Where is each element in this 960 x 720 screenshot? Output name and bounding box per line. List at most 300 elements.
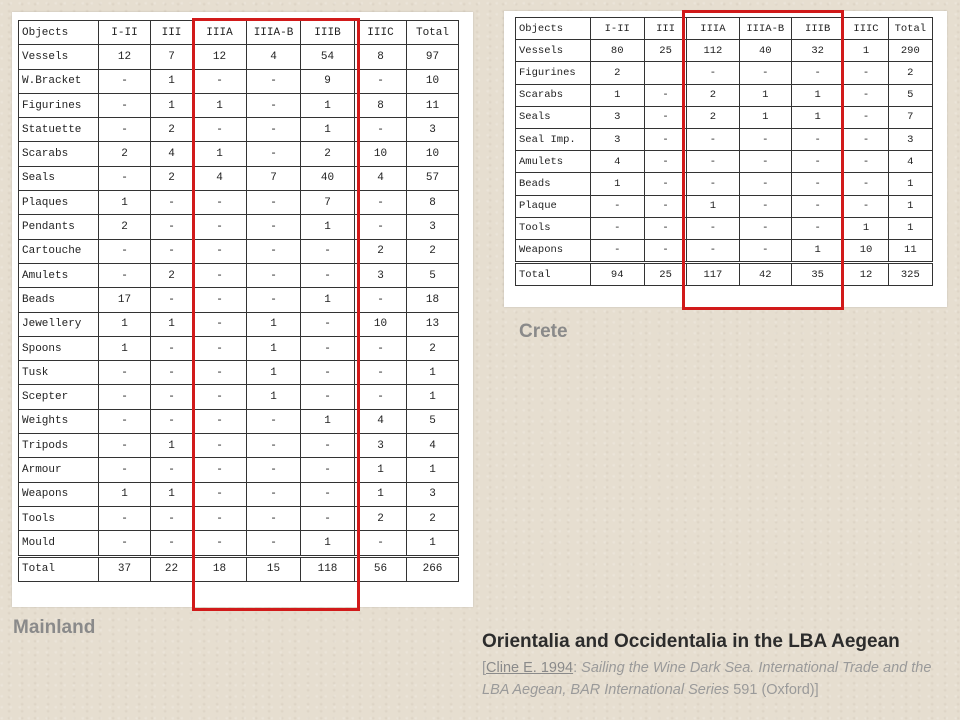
table-cell: - [844,173,888,195]
table-cell: - [99,69,151,93]
row-label: W.Bracket [19,69,99,93]
row-label: Tools [516,217,591,239]
table-cell: 12 [193,45,247,69]
table-cell: - [99,409,151,433]
table-cell: 1 [844,40,888,62]
table-cell: - [791,62,843,84]
row-label: Seal Imp. [516,128,591,150]
table-row [19,93,459,117]
table-cell: - [355,361,407,385]
table-row [516,173,933,195]
slide-title: Orientalia and Occidentalia in the LBA Aegean [482,631,900,652]
table-cell: 1 [407,385,459,409]
column-header: I-II [99,21,151,45]
table-cell: 2 [888,62,932,84]
table-cell: - [301,506,355,530]
table-cell: 40 [739,40,791,62]
table-cell: 1 [193,93,247,117]
table-cell: 1 [407,361,459,385]
table-cell: 1 [247,361,301,385]
table-cell: - [99,506,151,530]
table-cell: 2 [687,84,739,106]
table-cell: - [355,191,407,215]
table-cell: 1 [151,482,193,506]
table-cell: 10 [407,142,459,166]
table-cell: 1 [247,385,301,409]
row-label: Weights [19,409,99,433]
table-cell: - [844,106,888,128]
table-cell: - [355,215,407,239]
row-label: Plaque [516,195,591,217]
table-cell: - [247,93,301,117]
table-cell: - [193,312,247,336]
table-cell: 1 [247,312,301,336]
table-cell: 1 [193,142,247,166]
table-cell: - [644,106,686,128]
table-row [19,531,459,556]
table-cell: - [193,385,247,409]
table-cell: - [301,482,355,506]
table-cell: - [99,385,151,409]
table-cell: - [687,217,739,239]
row-label: Scarabs [516,84,591,106]
table-cell: 1 [99,336,151,360]
mainland-table-body [19,45,459,582]
row-label: Tools [19,506,99,530]
table-cell: 3 [888,128,932,150]
table-cell: - [247,458,301,482]
row-label: Armour [19,458,99,482]
row-label: Mould [19,531,99,556]
row-label: Jewellery [19,312,99,336]
table-cell: - [193,361,247,385]
table-cell: - [791,195,843,217]
table-cell: - [151,239,193,263]
table-cell: 1 [151,69,193,93]
table-cell: 7 [301,191,355,215]
table-row [516,40,933,62]
table-cell: - [301,434,355,458]
table-cell: 1 [888,195,932,217]
table-cell: - [844,195,888,217]
table-cell: - [151,506,193,530]
table-cell: 1 [151,312,193,336]
table-cell: - [99,239,151,263]
row-label: Beads [516,173,591,195]
table-cell: - [193,482,247,506]
table-cell: 3 [407,482,459,506]
table-cell: - [355,118,407,142]
table-cell: 1 [99,191,151,215]
table-cell: 2 [590,62,644,84]
table-cell: 3 [355,263,407,287]
table-cell: 1 [687,195,739,217]
table-cell [644,62,686,84]
table-cell: 5 [407,263,459,287]
table-cell: 32 [791,40,843,62]
crete-caption: Crete [519,321,568,342]
table-row [19,142,459,166]
table-cell: 4 [407,434,459,458]
table-cell: 1 [301,288,355,312]
table-cell: - [247,142,301,166]
table-cell: - [844,151,888,173]
table-cell: 80 [590,40,644,62]
table-cell: 118 [301,556,355,581]
table-cell: 117 [687,263,739,286]
total-row [19,556,459,581]
table-cell: - [151,288,193,312]
table-cell: - [151,531,193,556]
table-cell: - [247,409,301,433]
table-cell: - [247,118,301,142]
table-cell: - [193,288,247,312]
table-cell: - [739,173,791,195]
table-cell: 1 [791,84,843,106]
table-cell: 2 [407,336,459,360]
table-cell: - [791,151,843,173]
column-header: I-II [590,18,644,40]
row-label: Vessels [516,40,591,62]
row-label: Seals [516,106,591,128]
table-cell: - [193,191,247,215]
table-cell: 1 [247,336,301,360]
table-row [19,45,459,69]
row-label: Scarabs [19,142,99,166]
mainland-table [18,20,459,582]
table-cell: - [739,151,791,173]
table-row [516,151,933,173]
table-cell: 12 [844,263,888,286]
table-cell: - [99,263,151,287]
table-cell: - [193,458,247,482]
crete-table-panel [504,11,947,307]
table-cell: 1 [407,531,459,556]
table-cell: 11 [888,239,932,262]
table-cell: - [151,409,193,433]
table-cell: 1 [739,84,791,106]
table-cell: - [99,361,151,385]
table-cell: - [151,215,193,239]
table-cell: 1 [301,215,355,239]
table-cell: - [193,531,247,556]
table-cell: 1 [301,531,355,556]
table-row [19,506,459,530]
table-cell: 2 [99,215,151,239]
table-cell: - [99,458,151,482]
table-cell: 12 [99,45,151,69]
table-cell: 17 [99,288,151,312]
table-cell: 4 [151,142,193,166]
table-cell: 1 [355,482,407,506]
mainland-table-panel [12,12,473,607]
table-cell: 1 [791,239,843,262]
table-cell: 1 [151,93,193,117]
table-cell: 266 [407,556,459,581]
table-cell: - [193,239,247,263]
table-cell: 18 [193,556,247,581]
table-cell: 1 [888,217,932,239]
table-cell: - [193,215,247,239]
table-cell: - [247,215,301,239]
table-cell: - [151,191,193,215]
table-cell: - [247,69,301,93]
table-cell: - [193,118,247,142]
table-cell: - [99,531,151,556]
table-row [19,434,459,458]
table-cell: 2 [151,166,193,190]
table-cell: 2 [99,142,151,166]
table-cell: - [99,166,151,190]
table-cell: 8 [355,93,407,117]
table-row [19,482,459,506]
table-row [19,191,459,215]
row-label: Figurines [516,62,591,84]
table-cell: - [99,93,151,117]
table-row [516,217,933,239]
table-cell: 10 [355,142,407,166]
table-row [516,128,933,150]
table-cell: 2 [687,106,739,128]
table-cell: 4 [888,151,932,173]
table-cell: 1 [99,482,151,506]
table-row [19,385,459,409]
table-cell: 1 [407,458,459,482]
table-cell: - [355,69,407,93]
table-cell: - [193,409,247,433]
table-cell: - [739,128,791,150]
table-cell: 2 [355,506,407,530]
table-cell: - [151,458,193,482]
table-cell: - [739,62,791,84]
table-cell: - [644,84,686,106]
table-cell: 10 [355,312,407,336]
table-cell: 1 [888,173,932,195]
table-cell: 4 [193,166,247,190]
table-cell: 5 [888,84,932,106]
table-cell: - [247,506,301,530]
table-cell: - [687,239,739,262]
table-cell: - [791,173,843,195]
row-label: Cartouche [19,239,99,263]
table-cell: - [301,239,355,263]
table-cell: 7 [247,166,301,190]
table-cell: 11 [407,93,459,117]
table-cell: 57 [407,166,459,190]
table-cell: 25 [644,263,686,286]
citation-series: 591 (Oxford)] [733,682,819,698]
column-header: IIIA [687,18,739,40]
table-cell: 1 [301,118,355,142]
table-cell: 4 [355,166,407,190]
row-label: Tripods [19,434,99,458]
table-cell: 5 [407,409,459,433]
mainland-header-row [19,21,459,45]
crete-header-row [516,18,933,40]
row-label: Seals [19,166,99,190]
table-row [19,118,459,142]
table-cell: - [247,239,301,263]
row-label: Total [19,556,99,581]
table-cell: 2 [407,506,459,530]
column-header: Objects [19,21,99,45]
table-cell: 1 [791,106,843,128]
table-cell: - [193,336,247,360]
crete-table-body [516,40,933,286]
table-cell: 37 [99,556,151,581]
column-header: III [644,18,686,40]
table-cell: - [247,191,301,215]
table-cell: 3 [407,118,459,142]
table-cell: 2 [151,263,193,287]
table-cell: 1 [301,93,355,117]
citation-book-title: Sailing the Wine Dark Sea. International Trade and the LBA Aegean, BAR International Series [482,660,932,698]
column-header: IIIA-B [739,18,791,40]
table-row [19,288,459,312]
table-cell: 10 [407,69,459,93]
table-cell: 97 [407,45,459,69]
table-cell: - [301,458,355,482]
table-cell: - [99,118,151,142]
table-row [19,312,459,336]
column-header: IIIB [791,18,843,40]
table-cell: 13 [407,312,459,336]
table-cell: 325 [888,263,932,286]
table-row [19,361,459,385]
row-label: Amulets [516,151,591,173]
table-cell: 2 [355,239,407,263]
citation-open-bracket: [ [482,660,487,676]
table-row [516,239,933,262]
table-cell: 290 [888,40,932,62]
table-cell: 2 [407,239,459,263]
table-cell: - [355,531,407,556]
table-cell: - [151,385,193,409]
table-cell: 2 [301,142,355,166]
table-cell: 1 [301,409,355,433]
table-cell: 7 [888,106,932,128]
row-label: Statuette [19,118,99,142]
table-cell: 35 [791,263,843,286]
table-cell: - [590,217,644,239]
column-header: Total [888,18,932,40]
table-cell: 3 [590,128,644,150]
table-cell: - [687,128,739,150]
table-cell: - [151,361,193,385]
table-cell: 54 [301,45,355,69]
table-cell: - [739,239,791,262]
table-cell: 4 [247,45,301,69]
table-cell: 42 [739,263,791,286]
table-cell: - [247,263,301,287]
table-row [19,263,459,287]
table-cell: 22 [151,556,193,581]
table-cell: - [791,217,843,239]
table-cell: 3 [407,215,459,239]
total-row [516,263,933,286]
table-row [19,336,459,360]
table-cell: 25 [644,40,686,62]
table-cell: 56 [355,556,407,581]
table-cell: - [301,263,355,287]
table-row [516,62,933,84]
table-row [516,84,933,106]
table-cell: - [687,62,739,84]
table-cell: 3 [355,434,407,458]
table-cell: 18 [407,288,459,312]
table-cell: - [739,217,791,239]
row-label: Pendants [19,215,99,239]
table-cell: 10 [844,239,888,262]
table-row [516,106,933,128]
column-header: Objects [516,18,591,40]
table-cell: 94 [590,263,644,286]
table-row [19,166,459,190]
row-label: Weapons [516,239,591,262]
table-cell: 15 [247,556,301,581]
column-header: IIIC [844,18,888,40]
citation-colon: : [573,660,582,676]
table-cell: - [151,336,193,360]
table-cell: - [355,385,407,409]
table-cell: - [193,263,247,287]
column-header: IIIB [301,21,355,45]
table-cell: 4 [590,151,644,173]
row-label: Plaques [19,191,99,215]
table-cell: - [687,151,739,173]
table-cell: - [247,531,301,556]
citation-reference-link[interactable]: Cline E. 1994 [486,660,574,676]
table-cell: - [844,128,888,150]
table-cell: 1 [355,458,407,482]
table-cell: - [99,434,151,458]
table-cell: - [247,482,301,506]
table-cell: 1 [590,84,644,106]
table-cell: - [301,312,355,336]
table-cell: - [355,336,407,360]
mainland-caption: Mainland [13,617,96,638]
table-cell: 8 [407,191,459,215]
table-row [19,458,459,482]
table-cell: 2 [151,118,193,142]
table-row [516,195,933,217]
table-cell: 8 [355,45,407,69]
crete-table [515,17,933,286]
row-label: Scepter [19,385,99,409]
table-cell: 3 [590,106,644,128]
table-cell: - [193,434,247,458]
table-row [19,409,459,433]
table-row [19,215,459,239]
table-cell: - [644,239,686,262]
table-cell: - [590,239,644,262]
table-cell: 1 [151,434,193,458]
table-cell: - [644,151,686,173]
table-cell: - [644,217,686,239]
table-cell: 1 [844,217,888,239]
row-label: Beads [19,288,99,312]
table-cell: - [590,195,644,217]
table-cell: - [644,128,686,150]
row-label: Weapons [19,482,99,506]
citation [482,657,952,701]
column-header: IIIA-B [247,21,301,45]
table-cell: - [739,195,791,217]
table-cell: 112 [687,40,739,62]
table-cell: - [355,288,407,312]
table-cell: 1 [99,312,151,336]
table-cell: - [644,173,686,195]
